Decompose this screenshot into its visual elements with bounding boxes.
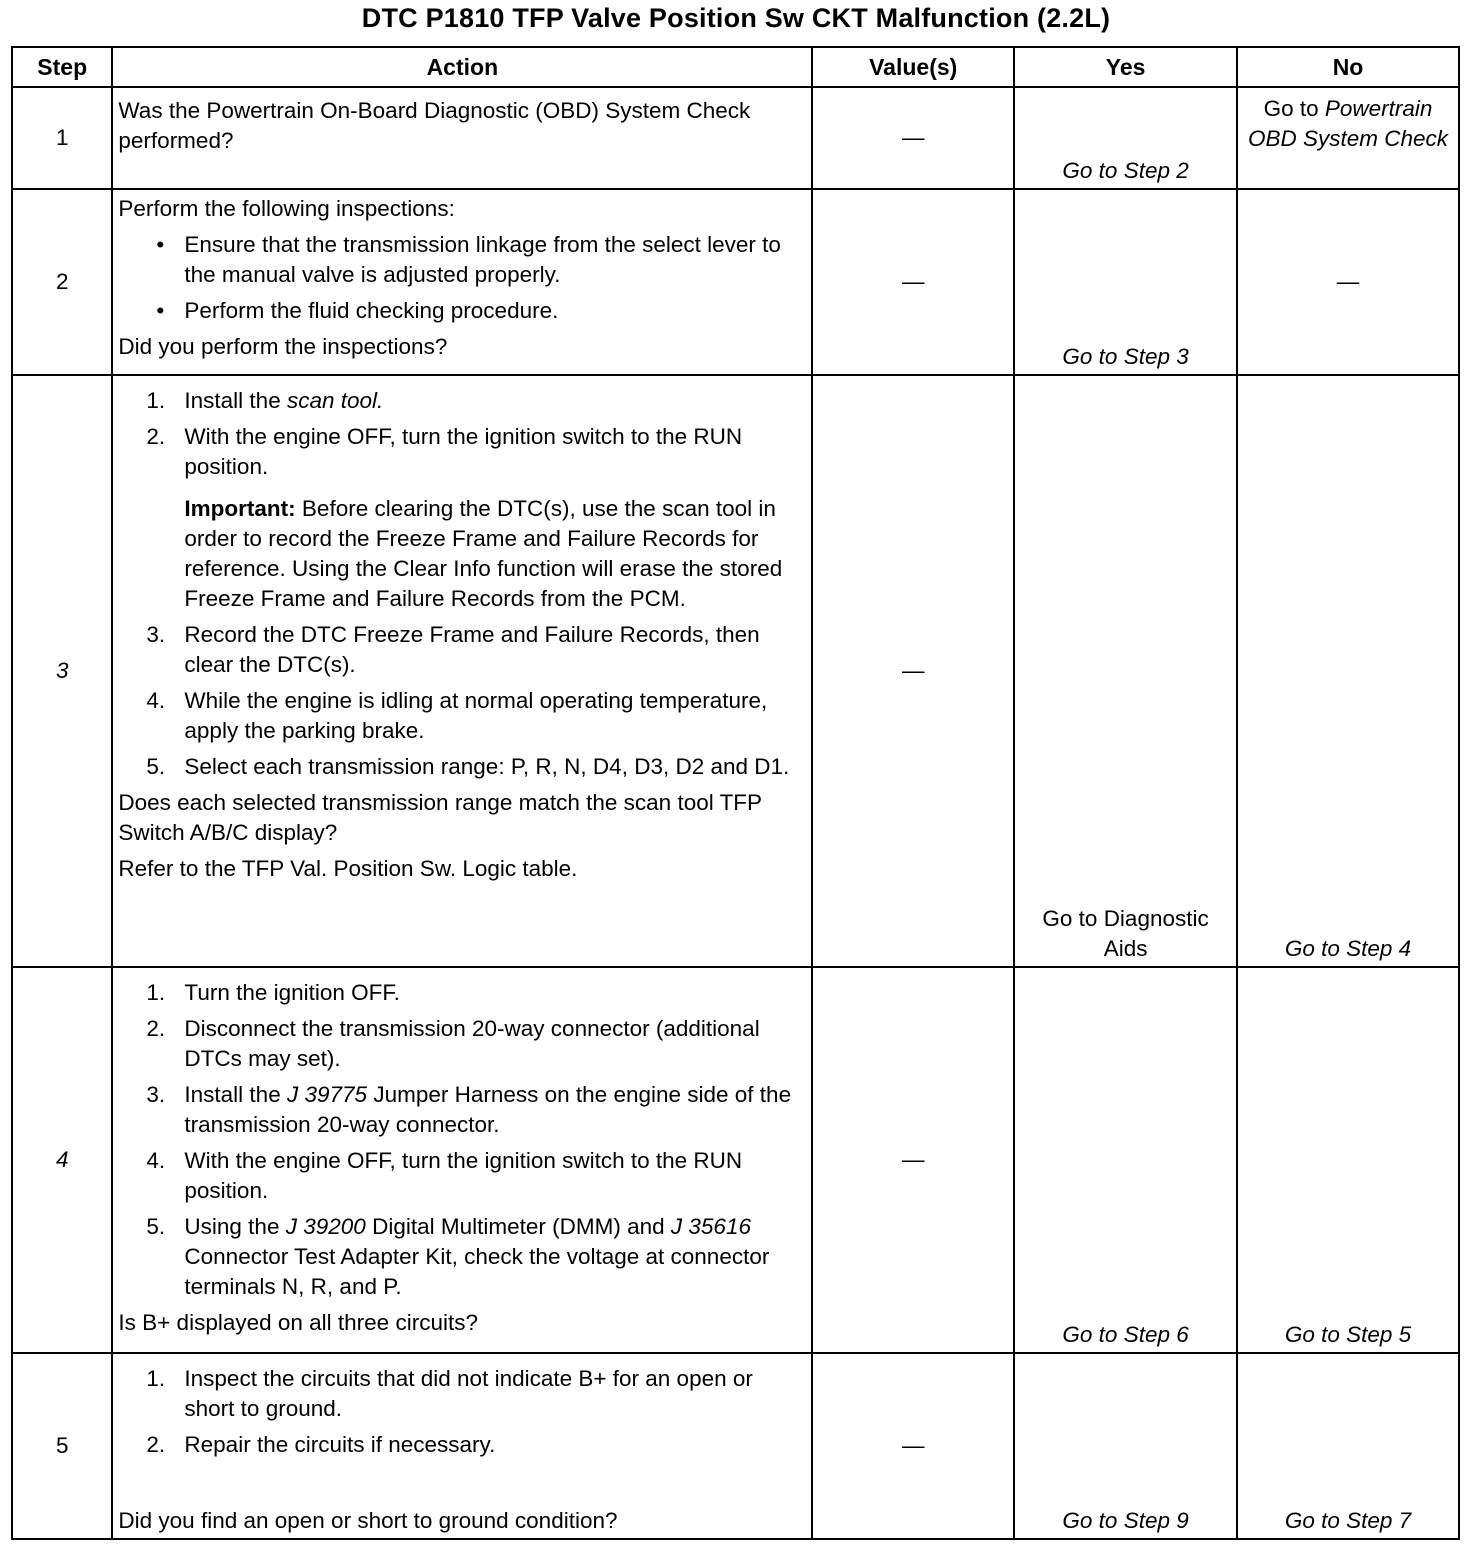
- table-row: [12, 1353, 1459, 1539]
- no-cell: [1237, 375, 1459, 967]
- no-cell: [1237, 967, 1459, 1353]
- important-note: Important: Before clearing the DTC(s), use the scan tool in order to record the Freeze Frame and Failure Records for reference. Using the Clear Info function will erase the stored Freeze Frame and Failure Records from the PCM.: [184, 496, 783, 611]
- no-cell: —: [1237, 189, 1459, 375]
- header-yes: Yes: [1014, 47, 1237, 87]
- list-item: 1. Turn the ignition OFF.: [146, 980, 400, 1005]
- table-header-row: [12, 47, 1459, 87]
- list-item: 5. Select each transmission range: P, R, N, D4, D3, D2 and D1.: [146, 754, 790, 779]
- list-item: 2. Disconnect the transmission 20-way connector (additional DTCs may set).: [146, 1016, 760, 1071]
- list-item: 1. Install the scan tool.: [146, 388, 384, 413]
- header-step: Step: [12, 47, 112, 87]
- value-cell: —: [812, 189, 1014, 375]
- list-item: 4. With the engine OFF, turn the ignition switch to the RUN position.: [146, 1148, 743, 1203]
- header-no: No: [1237, 47, 1459, 87]
- list-item: • Ensure that the transmission linkage from the select lever to the manual valve is adjusted properly.: [156, 232, 781, 287]
- list-item: 2. Repair the circuits if necessary.: [146, 1432, 496, 1457]
- no-link[interactable]: Go to Step 4: [1284, 936, 1412, 961]
- value-cell: —: [812, 87, 1014, 189]
- no-cell: [1237, 87, 1459, 189]
- action-question: Is B+ displayed on all three circuits?: [118, 1310, 478, 1335]
- list-item: 3. Record the DTC Freeze Frame and Failure Records, then clear the DTC(s).: [146, 622, 760, 677]
- no-link-prefix: Go to: [1263, 96, 1319, 121]
- yes-link[interactable]: Go to Step 2: [1062, 158, 1189, 183]
- yes-cell: [1014, 87, 1237, 189]
- action-cell: [112, 375, 812, 967]
- no-link[interactable]: Go to Step 5: [1284, 1322, 1412, 1347]
- action-cell: [112, 967, 812, 1353]
- yes-cell: [1014, 189, 1237, 375]
- yes-link[interactable]: Go to Step 6: [1062, 1322, 1189, 1347]
- diagnostic-table: [11, 46, 1460, 1540]
- header-action: Action: [112, 47, 812, 87]
- action-text: Was the Powertrain On-Board Diagnostic (OBD) System Check performed?: [118, 98, 751, 153]
- yes-cell: [1014, 375, 1237, 967]
- step-number: 2: [12, 189, 112, 375]
- action-question: Does each selected transmission range match the scan tool TFP Switch A/B/C display?: [118, 790, 762, 845]
- yes-link[interactable]: Go to Step 9: [1062, 1508, 1189, 1533]
- no-cell: [1237, 1353, 1459, 1539]
- list-item: • Perform the fluid checking procedure.: [118, 296, 801, 326]
- value-cell: —: [812, 1353, 1014, 1539]
- no-link[interactable]: [1238, 88, 1458, 154]
- yes-link[interactable]: Go to Step 3: [1062, 344, 1189, 369]
- action-refer: Refer to the TFP Val. Position Sw. Logic table.: [118, 856, 578, 881]
- action-question: Did you find an open or short to ground condition?: [118, 1508, 618, 1533]
- step-number: 3: [12, 375, 112, 967]
- table-row: [12, 375, 1459, 967]
- table-row: [12, 87, 1459, 189]
- table-row: [12, 967, 1459, 1353]
- yes-link[interactable]: Go to Diagnostic Aids: [1042, 906, 1209, 961]
- yes-cell: [1014, 967, 1237, 1353]
- no-link-target: Powertrain OBD System Check: [1247, 96, 1449, 151]
- value-cell: —: [812, 375, 1014, 967]
- list-item: 4. While the engine is idling at normal operating temperature, apply the parking brake.: [146, 688, 768, 743]
- step-number: 1: [12, 87, 112, 189]
- step-number: 5: [12, 1353, 112, 1539]
- no-link[interactable]: Go to Step 7: [1284, 1508, 1412, 1533]
- action-question: Did you perform the inspections?: [118, 334, 448, 359]
- action-cell: [112, 87, 812, 189]
- list-item: 2. With the engine OFF, turn the ignition switch to the RUN position.: [146, 424, 743, 479]
- step-number: 4: [12, 967, 112, 1353]
- yes-cell: [1014, 1353, 1237, 1539]
- bullet-icon: •: [156, 232, 165, 257]
- list-item: 3. Install the J 39775 Jumper Harness on the engine side of the transmission 20-way connector.: [146, 1082, 792, 1137]
- table-row: [12, 189, 1459, 375]
- header-values: Value(s): [812, 47, 1014, 87]
- action-cell: [112, 189, 812, 375]
- value-cell: —: [812, 967, 1014, 1353]
- bullet-icon: •: [156, 298, 165, 323]
- page-title: DTC P1810 TFP Valve Position Sw CKT Malfunction (2.2L): [361, 3, 1111, 33]
- list-item: 5. Using the J 39200 Digital Multimeter (DMM) and J 35616 Connector Test Adapter Kit, check the voltage at connector terminals N, R, and P.: [146, 1214, 770, 1299]
- action-intro: Perform the following inspections:: [118, 196, 455, 221]
- list-item: 1. Inspect the circuits that did not indicate B+ for an open or short to ground.: [146, 1366, 753, 1421]
- action-cell: [112, 1353, 812, 1539]
